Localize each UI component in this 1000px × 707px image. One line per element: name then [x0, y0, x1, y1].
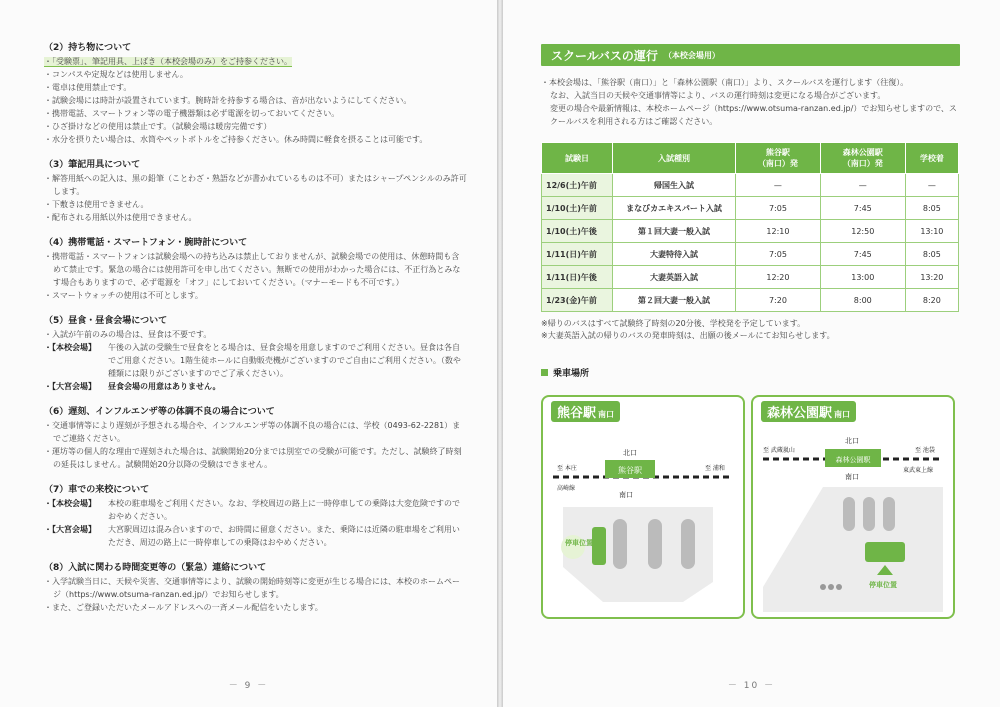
table-cell: 1/11(日)午前 [542, 243, 613, 266]
section-line [44, 328, 467, 341]
venue-row [44, 523, 467, 549]
note-line: ※帰りのバスはすべて試験終了時刻の20分後、学校発を予定しています。 [541, 319, 806, 328]
table-cell: — [736, 174, 821, 197]
bollard [820, 584, 826, 590]
section-line [44, 601, 467, 614]
notice-section [44, 313, 467, 393]
table-header-cell: 森林公園駅 （南口）発 [820, 143, 905, 174]
venue-text: 午後の入試の受験生で昼食をとる場合は、昼食会場を用意しますのでご利用ください。昼食は各自でご用意ください。1階生徒ホールに自動販売機がございますのでご自由にご利用ください。（数や種類には限りがございますのでご了承ください）。 [108, 343, 461, 378]
south-exit-label: 南口 [845, 473, 859, 481]
table-cell: — [820, 174, 905, 197]
bus-icon [592, 527, 606, 565]
section-title: （7）車での来校について [44, 485, 150, 495]
direction-label: 至 本庄 [557, 465, 577, 472]
notice-section [44, 482, 467, 549]
section-line [44, 120, 467, 133]
section-line [44, 55, 467, 68]
station-label: 熊谷駅 [618, 466, 642, 475]
section-line-text: ・電卓は使用禁止です。 [44, 83, 132, 92]
section-line-text: ・解答用紙への記入は、黒の鉛筆（ことわざ・熟語などが書かれているものは不可）またはシャープペンシルのみ許可します。 [44, 174, 467, 196]
note-line: ※大妻英語入試の帰りのバスの発車時刻は、出願の後メールにてお知らせします。 [541, 331, 835, 340]
shinrin-koen-map [751, 395, 955, 619]
section-title: （6）遅刻、インフルエンザ等の体調不良の場合について [44, 407, 275, 417]
table-header-row [542, 143, 959, 174]
table-cell: 大妻英語入試 [613, 266, 736, 289]
section-line-text: ・携帯電話・スマートフォンは試験会場への持ち込みは禁止しておりませんが、試験会場での使用は、休憩時間も含めて禁止です。緊急の場合には使用許可を申し出てください。無断での使用がわかった場合には、不正行為とみなす場合もありますので、必ず電源を「オフ」にしておいてください。（マナーモードも不可です。） [44, 252, 461, 287]
table-cell: 12:20 [736, 266, 821, 289]
intro-line: 変更の場合や最新情報は、本校ホームページ（https://www.otsuma-ranzan.ed.jp/）でお知らせしますので、スクールバスを利用される方はご確認ください。 [550, 104, 957, 126]
boarding-location-heading [541, 366, 960, 379]
section-line-text: ・試験会場には時計が設置されています。腕時計を持参する場合は、音が出ないようにしてください。 [44, 96, 412, 105]
bus-notes [541, 318, 960, 342]
shinrin-map-drawing [753, 397, 953, 617]
road-island [843, 497, 855, 531]
table-row [542, 289, 959, 312]
intro-line: なお、入試当日の天候や交通事情等により、バスの運行時刻は変更になる場合がございます。 [550, 91, 886, 100]
table-row [542, 266, 959, 289]
notice-section [44, 235, 467, 302]
direction-label: 至 武蔵嵐山 [763, 447, 795, 454]
table-cell: 1/23(金)午前 [542, 289, 613, 312]
table-cell: 13:00 [820, 266, 905, 289]
venue-row [44, 380, 467, 393]
table-cell: 帰国生入試 [613, 174, 736, 197]
venue-label: ・【大宮会場】 [44, 382, 96, 391]
section-line [44, 250, 467, 289]
section-line-text: ・運坊等の個人的な理由で遅刻された場合は、試験開始20分までは別室での受験が可能です。ただし、試験終了時刻の延長はしません。試験開始20分以降の受験はできません。 [44, 447, 462, 469]
table-header-cell: 熊谷駅 （南口）発 [736, 143, 821, 174]
section-line [44, 172, 467, 198]
banner-subtitle: （本校会場用） [663, 50, 720, 60]
section-line [44, 211, 467, 224]
section-title: （3）筆記用具について [44, 160, 141, 170]
table-cell: — [905, 174, 958, 197]
direction-label: 至 池袋 [915, 447, 935, 454]
venue-row [44, 497, 467, 523]
road-island [883, 497, 895, 531]
station-label: 森林公園駅 [835, 456, 871, 464]
notice-section [44, 560, 467, 614]
notice-section [44, 40, 467, 146]
kumagaya-map [541, 395, 745, 619]
section-line-text: ・入試が午前のみの場合は、昼食は不要です。 [44, 330, 212, 339]
section-line-text: ・ひざ掛けなどの使用は禁止です。（試験会場は暖房完備です） [44, 122, 272, 131]
section-line-text: ・コンパスや定規などは使用しません。 [44, 70, 188, 79]
table-cell: 第２回大妻一般入試 [613, 289, 736, 312]
table-header-cell: 試験日 [542, 143, 613, 174]
page-9 [0, 0, 497, 707]
venue-text: 大宮駅周辺は混み合いますので、お時間に留意ください。また、乗降には近隣の駐車場をご利用いただき、周辺の路上に一時停車しての乗降はおやめください。 [108, 525, 460, 547]
map-title [551, 401, 620, 422]
road-island [613, 519, 627, 569]
map-title-text: 森林公園駅 [767, 406, 833, 421]
road-island [863, 497, 875, 531]
bus-stop-label: 停車位置 [565, 539, 593, 547]
kumagaya-map-drawing [543, 397, 743, 617]
venue-label: ・【大宮会場】 [44, 525, 96, 534]
map-heading-text: 乗車場所 [553, 369, 590, 379]
section-line-text: ・交通事情等により遅刻が予想される場合や、インフルエンザ等の体調不良の場合には、学校（0493-62-2281）までご連絡ください。 [44, 421, 461, 443]
section-line-text: ・「受験票」、筆記用具、上ばき（本校会場のみ）をご持参ください。 [44, 57, 292, 66]
page-number: － 9 － [228, 681, 269, 691]
intro-line: ・本校会場は、「熊谷駅（南口）」と「森林公園駅（南口）」より、スクールバスを運行します（往復）。 [541, 78, 909, 87]
table-header-cell: 入試種別 [613, 143, 736, 174]
venue-text: 本校の駐車場をご利用ください。なお、学校周辺の路上に一時停車しての乗降は大変危険ですのでおやめください。 [108, 499, 460, 521]
table-cell: まなびカエキスパート入試 [613, 197, 736, 220]
map-title-text: 熊谷駅 [557, 406, 597, 421]
table-cell: 12/6(土)午前 [542, 174, 613, 197]
table-cell: 13:20 [905, 266, 958, 289]
green-square-icon [541, 369, 548, 376]
direction-label: 至 浦和 [705, 465, 725, 472]
section-line [44, 94, 467, 107]
line-name-label: 高崎線 [557, 485, 576, 492]
table-cell: 7:05 [736, 197, 821, 220]
table-body [542, 174, 959, 312]
line-name-label: 東武東上線 [903, 467, 934, 474]
bollard [836, 584, 842, 590]
venue-label: ・【本校会場】 [44, 499, 96, 508]
section-title: （8）入試に関わる時間変更等の（緊急）連絡について [44, 563, 267, 573]
north-exit-label: 北口 [845, 437, 859, 445]
section-line-text: ・下敷きは使用できません。 [44, 200, 149, 209]
venue-text: 昼食会場の用意はありません。 [108, 382, 221, 391]
section-line-text: ・入学試験当日に、天候や災害、交通事情等により、試験の開始時刻等に変更が生じる場合には、本校のホームページ（https://www.otsuma-ranzan.ed.jp/）でお知らせします。 [44, 577, 460, 599]
section-line [44, 445, 467, 471]
section-title: （4）携帯電話・スマートフォン・腕時計について [44, 238, 248, 248]
table-header-cell: 学校着 [905, 143, 958, 174]
section-line [44, 133, 467, 146]
map-title [761, 401, 856, 422]
road-island [648, 519, 662, 569]
table-cell: 13:10 [905, 220, 958, 243]
section-line [44, 107, 467, 120]
table-row [542, 243, 959, 266]
table-cell: 1/10(土)午前 [542, 197, 613, 220]
bollard [828, 584, 834, 590]
table-row [542, 220, 959, 243]
section-line-text: ・水分を摂りたい場合は、水筒やペットボトルをご持参ください。休み時間に軽食を摂ることは可能です。 [44, 135, 428, 144]
section-line [44, 198, 467, 211]
bus-icon [865, 542, 905, 562]
road-island [681, 519, 695, 569]
table-cell: 第１回大妻一般入試 [613, 220, 736, 243]
table-cell: 7:05 [736, 243, 821, 266]
table-row [542, 197, 959, 220]
page-10 [503, 0, 1000, 707]
table-cell: 大妻特待入試 [613, 243, 736, 266]
table-cell: 7:45 [820, 243, 905, 266]
venue-label: ・【本校会場】 [44, 343, 96, 352]
maps-row [541, 395, 955, 619]
table-row [542, 174, 959, 197]
section-line-text: ・スマートウォッチの使用は不可とします。 [44, 291, 203, 300]
left-sections [44, 40, 467, 614]
section-line [44, 419, 467, 445]
table-cell: 7:20 [736, 289, 821, 312]
bus-stop-label: 停車位置 [869, 581, 897, 589]
north-exit-label: 北口 [623, 449, 637, 457]
page-number: － 10 － [727, 681, 776, 691]
school-bus-banner [541, 44, 960, 66]
notice-section [44, 404, 467, 471]
section-title: （5）昼食・昼食会場について [44, 316, 168, 326]
table-cell: 8:20 [905, 289, 958, 312]
table-cell: 8:00 [820, 289, 905, 312]
table-cell: 12:10 [736, 220, 821, 243]
banner-title: スクールバスの運行 [551, 48, 658, 63]
map-title-sub: 南口 [598, 410, 615, 419]
table-cell: 1/11(日)午後 [542, 266, 613, 289]
notice-section [44, 157, 467, 224]
section-line-text: ・携帯電話、スマートフォン等の電子機器類は必ず電源を切っておいてください。 [44, 109, 340, 118]
section-line-text: ・配布される用紙以外は使用できません。 [44, 213, 197, 222]
section-line [44, 81, 467, 94]
venue-row [44, 341, 467, 380]
table-cell: 8:05 [905, 197, 958, 220]
section-line [44, 68, 467, 81]
table-cell: 1/10(土)午後 [542, 220, 613, 243]
section-title: （2）持ち物について [44, 43, 132, 53]
section-line [44, 289, 467, 302]
section-line [44, 575, 467, 601]
bus-schedule-table [541, 142, 959, 312]
map-title-sub: 南口 [834, 410, 851, 419]
bus-intro [541, 76, 960, 128]
section-line-text: ・また、ご登録いただいたメールアドレスへの一斉メール配信をいたします。 [44, 603, 323, 612]
table-cell: 12:50 [820, 220, 905, 243]
south-exit-label: 南口 [619, 491, 633, 499]
table-cell: 7:45 [820, 197, 905, 220]
table-cell: 8:05 [905, 243, 958, 266]
